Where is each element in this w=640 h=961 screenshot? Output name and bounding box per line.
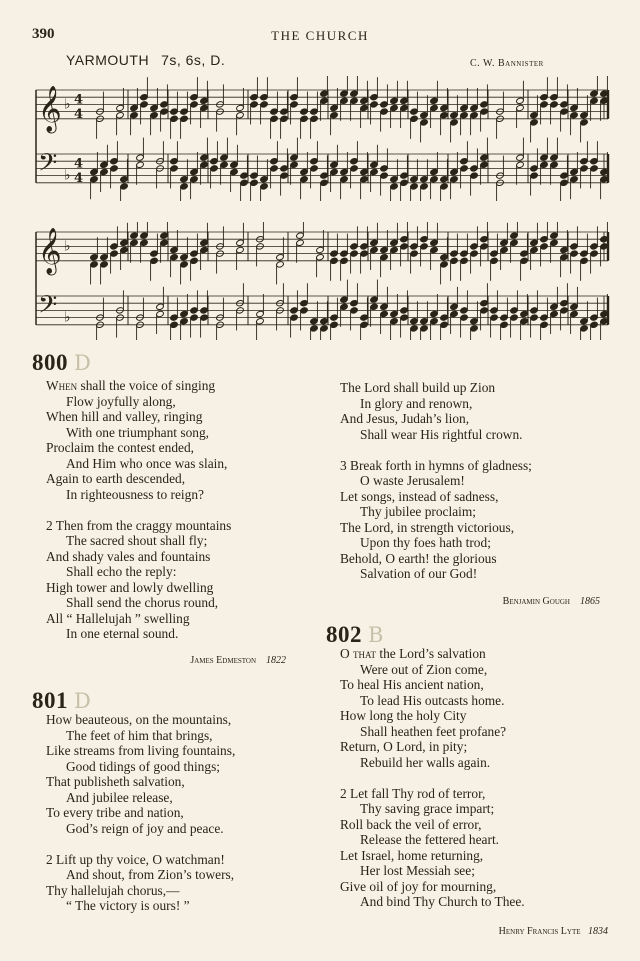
bass-clef-icon: 𝄢 [38,290,58,326]
hymn-line: And bind Thy Church to Thee. [360,894,525,909]
hymn-line: All “ Hallelujah ” swelling [46,610,190,626]
handwritten-letter-mark: D [74,351,92,375]
hymn-line: To heal His ancient nation, [340,677,484,692]
first-word: When [46,378,78,393]
hymn-801-text [46,712,235,914]
hymn-line: 2 Then from the craggy mountains [46,517,232,533]
hymn-line: Good tidings of good things; [66,758,220,774]
hymn-line: The sacred shout shall fly; [66,533,208,548]
hymn-line: “ The victory is ours! ” [66,898,190,913]
key-signature-flat: ♭ [64,167,71,184]
hymn-line: Let Israel, home returning, [340,847,484,863]
hymn-line: Again to earth descended, [46,471,186,486]
bass-clef-icon: 𝄢 [38,148,58,184]
hymn-line: That publisheth salvation, [46,774,185,789]
hymn-line: Roll back the veil of error, [340,816,482,832]
tune-meter: 7s, 6s, D. [161,52,226,68]
hymn-800-attribution: James Edmeston 1822 [190,655,286,666]
treble-clef-icon: 𝄞 [38,227,62,274]
key-signature-flat: ♭ [64,238,71,255]
hymn-line: 3 Break forth in hymns of gladness; [340,457,532,473]
hymn-line: And shady vales and fountains [46,548,211,564]
hymn-line: Give oil of joy for mourning, [340,878,497,894]
hymn-line: Were out of Zion come, [360,661,488,677]
hymn-line: And Jesus, Judah’s lion, [340,411,470,426]
hymn-802-text: O that the Lord’s salvation Were out of Zion come, To heal His ancient nation, To lead His outcasts home. How long the holy City Shall heathen feet profane? Return, O Lord, in pity; Rebuild her walls again. 2 Let fall Thy rod of terror, Thy saving grace impart; Roll back the veil of error, Release the fettered heart. Let Israel, home returning, Her lost Messiah see; Give oil of joy for mourning, And bind Thy Church to Thee. [340,646,525,909]
music-system-1 [0,76,640,201]
hymn-line: Shall echo the reply: [66,564,177,579]
hymn-line: High tower and lowly dwelling [46,579,214,595]
hymn-line: And shout, from Zion’s towers, [66,867,235,882]
hymn-line: Rebuild her walls again. [360,754,491,770]
hymn-line: And Him who once was slain, [66,455,228,471]
hymn-line: 2 Let fall Thy rod of terror, [340,785,486,801]
hymn-number-800: 800 D [32,350,92,375]
hymn-801-continuation [340,380,532,582]
hymn-line: And jubilee release, [66,789,173,805]
hymn-802-attribution: Henry Francis Lyte 1834 [498,926,608,937]
treble-clef-icon: 𝄞 [38,85,62,132]
hymn-line: Let songs, instead of sadness, [340,488,499,504]
hymn-line: To every tribe and nation, [46,805,184,820]
hymn-number-802: 802 B [326,622,384,647]
handwritten-letter-mark: D [74,689,92,713]
time-signature-top: 4 [74,156,84,172]
hymn-line: Proclaim the contest ended, [46,440,194,455]
hymn-line: The Lord, in strength victorious, [340,519,515,535]
hymn-line: Upon thy foes hath trod; [360,535,491,550]
hymn-line: Shall heathen feet profane? [360,723,507,739]
hymn-line: The Lord shall build up Zion [340,380,496,395]
hymn-line: Thy saving grace impart; [360,801,495,816]
hymn-line: Thy hallelujah chorus,— [46,882,180,898]
hymn-line: When hill and valley, ringing [46,409,203,424]
key-signature-flat: ♭ [64,309,71,326]
hymn-line: Salvation of our God! [360,566,478,581]
hymn-line: How beauteous, on the mountains, [46,712,232,727]
tune-name: YARMOUTH [66,52,150,68]
hymn-line: Her lost Messiah see; [360,863,475,878]
hymn-line: Like streams from living fountains, [46,743,236,758]
stanza-gap [46,836,235,852]
hymn-801-attribution: Benjamin Gough 1865 [502,596,600,607]
hymn-number-801: 801 D [32,688,92,713]
running-title: THE CHURCH [271,28,369,43]
hymn-line: Release the fettered heart. [360,832,500,847]
key-signature-flat: ♭ [64,96,71,113]
hymn-line: How long the holy City [340,708,467,723]
handwritten-letter-mark: B [368,623,384,647]
hymn-line: With one triumphant song, [66,424,210,440]
hymn-line: In glory and renown, [360,395,473,411]
hymn-line: Shall wear His rightful crown. [360,426,523,442]
first-word: O that [340,646,377,661]
music-system-2 [0,222,640,340]
hymn-line: Return, O Lord, in pity; [340,739,468,754]
hymn-line: The feet of him that brings, [66,727,213,743]
tune-composer: C. W. Bannister [470,58,544,69]
hymn-line: In righteousness to reign? [66,486,204,502]
stanza-gap [46,502,231,518]
hymn-line: Behold, O earth! the glorious [340,550,497,566]
hymn-line: In one eternal sound. [66,626,179,641]
page-number: 390 [32,26,55,42]
time-signature-top: 4 [74,92,84,108]
hymn-line: O waste Jerusalem! [360,473,465,488]
tune-heading [66,52,225,68]
hymn-line: Shall send the chorus round, [66,595,219,610]
hymn-line: God’s reign of joy and peace. [66,820,224,836]
time-signature-bottom: 4 [74,170,84,186]
hymn-line: Thy jubilee proclaim; [360,504,477,519]
hymn-line: Flow joyfully along, [66,393,176,409]
hymn-line: 2 Lift up thy voice, O watchman! [46,851,225,867]
time-signature-bottom: 4 [74,106,84,122]
stanza-gap [340,770,525,786]
hymn-800-text: When shall the voice of singing Flow joyfully along, When hill and valley, ringing With one triumphant song, Proclaim the contest ended, And Him who once was slain, Again to earth descended, In righteousness to reign? 2 Then from the craggy mountains The sacred shout shall fly; And shady vales and fountains Shall echo the reply: High tower and lowly dwelling Shall send the chorus round, All “ Hallelujah ” swelling In one eternal sound. [46,378,232,641]
hymn-line: To lead His outcasts home. [360,692,505,708]
stanza-gap [340,442,532,458]
